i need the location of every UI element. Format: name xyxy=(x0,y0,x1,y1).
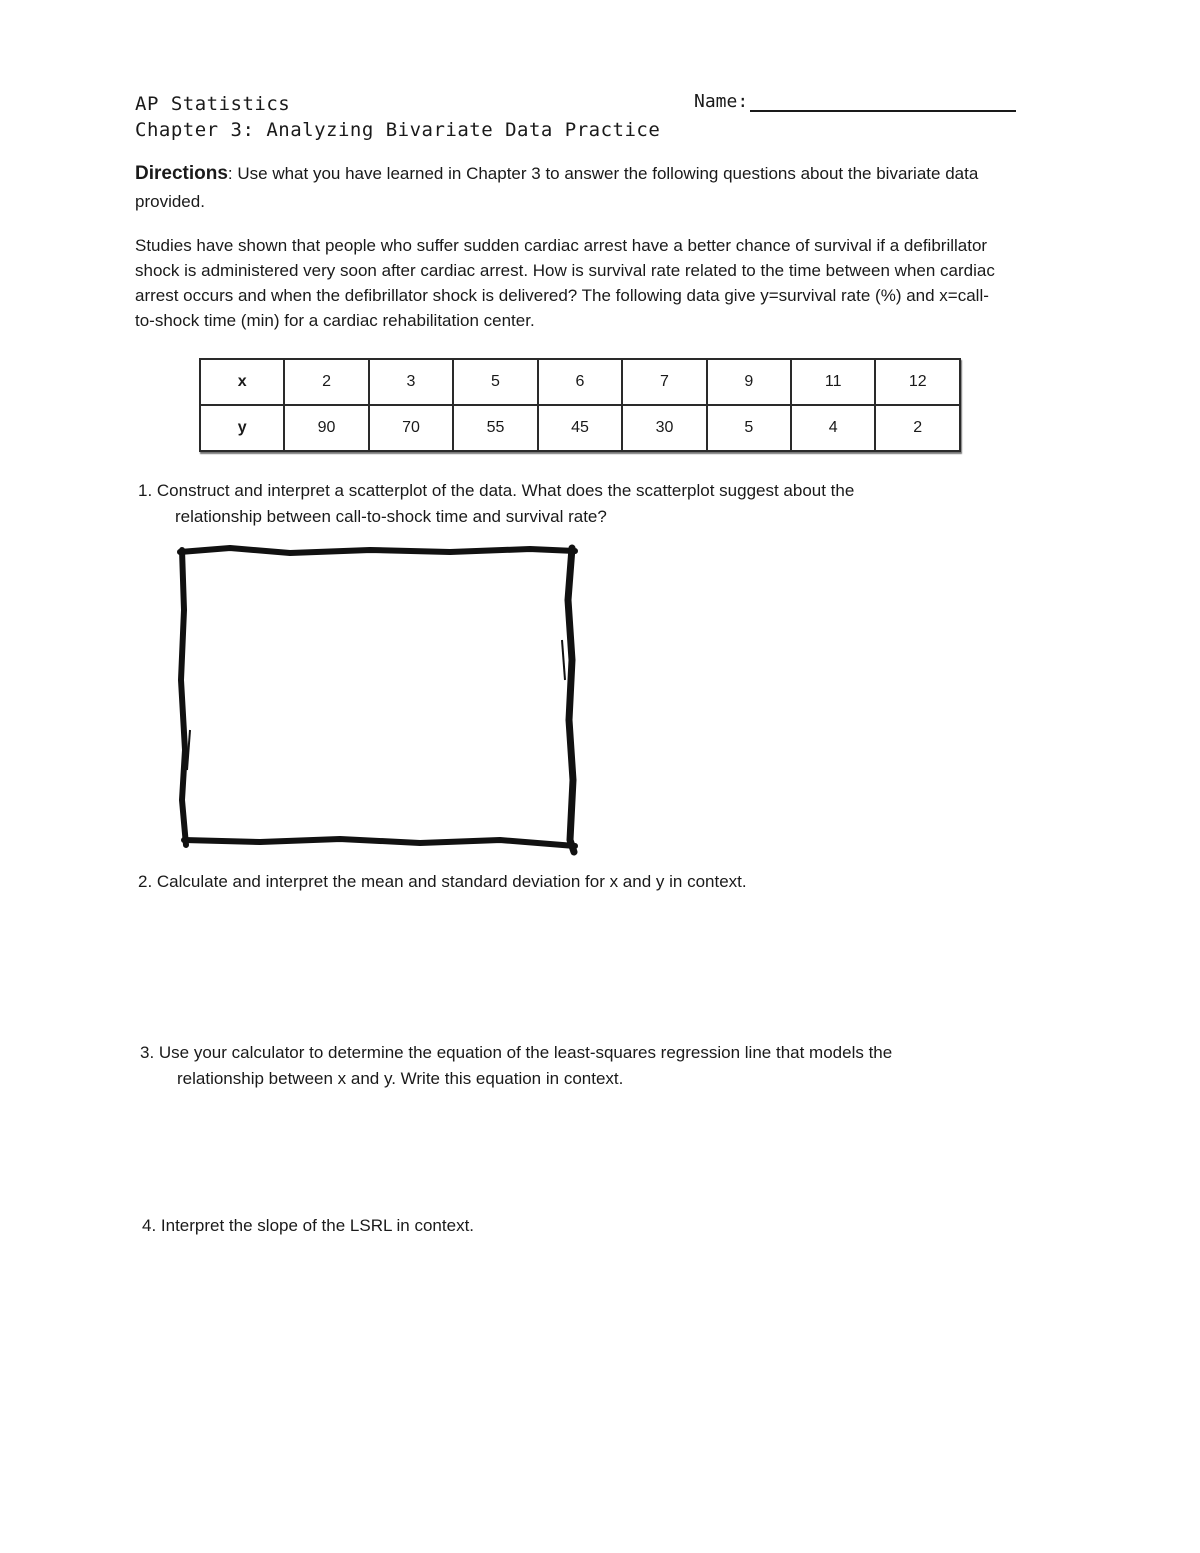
table-cell: 11 xyxy=(791,359,875,405)
directions xyxy=(135,160,995,216)
table-cell: 30 xyxy=(622,405,706,451)
table-cell: 55 xyxy=(453,405,537,451)
table-cell: 2 xyxy=(875,405,960,451)
table-cell: 7 xyxy=(622,359,706,405)
table-cell: 12 xyxy=(875,359,960,405)
question-3 xyxy=(140,1040,1000,1092)
table-cell: 2 xyxy=(284,359,368,405)
question-4: 4. Interpret the slope of the LSRL in context. xyxy=(142,1216,475,1235)
question-3-line-1: 3. Use your calculator to determine the equation of the least-squares regression line that models the xyxy=(140,1043,893,1062)
directions-text: : Use what you have learned in Chapter 3 to answer the following questions about the bivariate data provided. xyxy=(135,164,979,211)
scatterplot-answer-box[interactable] xyxy=(170,540,590,860)
chapter-title: Chapter 3: Analyzing Bivariate Data Practice xyxy=(135,119,661,141)
course-title: AP Statistics xyxy=(135,93,291,115)
table-cell: 5 xyxy=(707,405,791,451)
name-label: Name: xyxy=(694,91,749,112)
table-header-x: x xyxy=(200,359,284,405)
intro-paragraph: Studies have shown that people who suffer sudden cardiac arrest have a better chance of survival if a defibrillator shock is administered very soon after cardiac arrest. How is survival rate related to the time between when cardiac arrest occurs and when the defibrillator shock is delivered? The following data give y=survival rate (%) and x=call-to-shock time (min) for a cardiac rehabilitation center. xyxy=(135,236,995,330)
table-row-x xyxy=(200,359,960,405)
table-cell: 90 xyxy=(284,405,368,451)
question-1-line-1: 1. Construct and interpret a scatterplot of the data. What does the scatterplot suggest about the xyxy=(138,481,855,500)
table-cell: 3 xyxy=(369,359,453,405)
data-table xyxy=(199,358,961,452)
question-2: 2. Calculate and interpret the mean and standard deviation for x and y in context. xyxy=(138,872,747,891)
name-blank-line xyxy=(750,94,1016,112)
table-cell: 5 xyxy=(453,359,537,405)
table-cell: 70 xyxy=(369,405,453,451)
table-cell: 6 xyxy=(538,359,622,405)
table-header-y: y xyxy=(200,405,284,451)
name-field xyxy=(694,91,1016,112)
table-cell: 9 xyxy=(707,359,791,405)
directions-label: Directions xyxy=(135,163,228,184)
question-3-line-2: relationship between x and y. Write this equation in context. xyxy=(177,1069,624,1088)
table-cell: 4 xyxy=(791,405,875,451)
question-1 xyxy=(138,478,968,530)
table-row-y xyxy=(200,405,960,451)
question-1-line-2: relationship between call-to-shock time and survival rate? xyxy=(175,507,607,526)
table-cell: 45 xyxy=(538,405,622,451)
